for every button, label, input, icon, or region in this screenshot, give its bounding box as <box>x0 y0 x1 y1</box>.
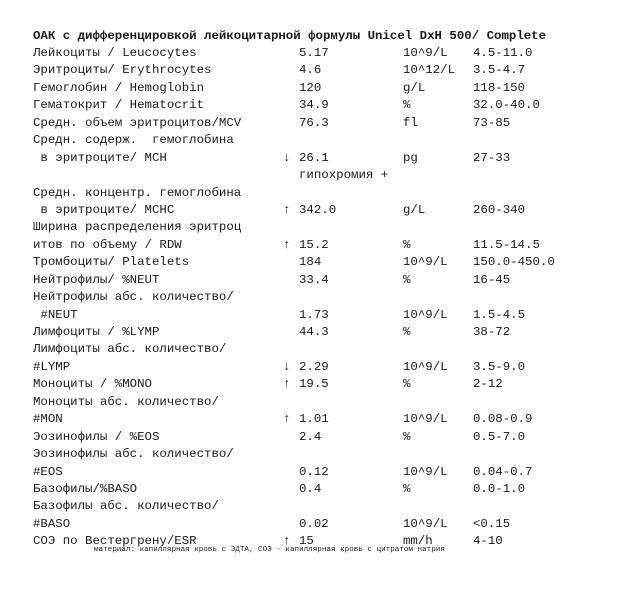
test-name: Эозинофилы абс. количество/ <box>33 447 234 462</box>
reference-range: 0.5-7.0 <box>473 429 526 444</box>
result-unit: g/L <box>403 80 426 95</box>
deviation-flag: ↑ <box>283 202 291 217</box>
result-row <box>33 394 629 411</box>
reference-range: 4.5-11.0 <box>473 46 533 60</box>
result-unit: 10^9/L <box>403 516 448 531</box>
sample-material-note: материал: капиллярная кровь с ЭДТА, СОЭ - капиллярная кровь с цитратом натрия <box>94 546 445 554</box>
result-value: 4.6 <box>299 63 322 78</box>
test-name: Нейтрофилы абс. количество/ <box>33 290 234 305</box>
reference-range: 0.04-0.7 <box>473 464 533 479</box>
result-row <box>33 167 629 184</box>
result-unit: pg <box>403 150 418 165</box>
test-name: итов по объему / RDW <box>33 237 182 252</box>
result-row <box>33 446 629 463</box>
reference-range: 4-10 <box>473 534 503 549</box>
result-value: 120 <box>299 80 322 95</box>
result-value: 2.29 <box>299 359 329 374</box>
test-name: Гематокрит / Hematocrit <box>33 98 205 113</box>
result-unit: mm/h <box>403 534 433 549</box>
result-unit: % <box>403 481 411 496</box>
result-unit: 10^9/L <box>403 307 448 322</box>
result-value: 19.5 <box>299 377 329 392</box>
result-row <box>33 115 629 132</box>
result-value: 0.02 <box>299 516 329 531</box>
result-row <box>33 481 629 498</box>
test-name: #NEUT <box>33 307 78 322</box>
test-name: Базофилы/%BASO <box>33 481 138 496</box>
test-name: #EOS <box>33 464 63 479</box>
test-name: Лимфоциты абс. количество/ <box>33 342 227 357</box>
result-unit: 10^9/L <box>403 412 448 427</box>
test-name: Лейкоциты / Leucocytes <box>33 46 197 60</box>
result-unit: % <box>403 377 411 392</box>
reference-range: 0.08-0.9 <box>473 412 533 427</box>
deviation-flag: ↑ <box>283 412 291 427</box>
reference-range: 73-85 <box>473 115 511 130</box>
result-row <box>33 376 629 393</box>
result-value: 5.17 <box>299 46 329 60</box>
result-value: 15 <box>299 534 314 549</box>
result-value: 33.4 <box>299 272 329 287</box>
test-name: #BASO <box>33 516 71 531</box>
result-row <box>33 498 629 515</box>
results-table <box>33 45 629 551</box>
reference-range: 260-340 <box>473 202 526 217</box>
result-unit: % <box>403 429 411 444</box>
test-name: Средн. концентр. гемоглобина <box>33 185 242 200</box>
result-row <box>33 132 629 149</box>
result-unit: fl <box>403 115 418 130</box>
result-row <box>33 219 629 236</box>
result-unit: 10^9/L <box>403 46 448 60</box>
deviation-flag: ↑ <box>283 377 291 392</box>
reference-range: 32.0-40.0 <box>473 98 540 113</box>
deviation-flag: ↑ <box>283 237 291 252</box>
reference-range: 11.5-14.5 <box>473 237 540 252</box>
result-unit: 10^9/L <box>403 359 448 374</box>
reference-range: 16-45 <box>473 272 511 287</box>
result-row <box>33 307 629 324</box>
result-row <box>33 359 629 376</box>
test-name: СОЭ по Вестергрену/ESR <box>33 534 197 549</box>
result-unit: % <box>403 272 411 287</box>
result-unit: % <box>403 325 411 339</box>
deviation-flag: ↓ <box>283 150 291 165</box>
result-unit: 10^9/L <box>403 255 448 270</box>
reference-range: 1.5-4.5 <box>473 307 526 322</box>
report-title: ОАК с дифференцировкой лейкоцитарной формулы Unicel DxH 500/ Complete <box>33 29 547 43</box>
result-value: 0.4 <box>299 481 322 496</box>
result-row <box>33 185 629 202</box>
deviation-flag: ↑ <box>283 534 291 549</box>
result-row <box>33 150 629 167</box>
result-row <box>33 464 629 481</box>
result-value: 0.12 <box>299 464 329 479</box>
test-name: Ширина распределения эритроц <box>33 220 242 235</box>
result-row <box>33 254 629 271</box>
result-unit: % <box>403 237 411 252</box>
test-name: Средн. содерж. гемоглобина <box>33 133 234 148</box>
result-value: 2.4 <box>299 429 322 444</box>
result-value: 184 <box>299 255 322 270</box>
test-name: Эозинофилы / %EOS <box>33 429 160 444</box>
result-row <box>33 62 629 79</box>
result-value: 76.3 <box>299 115 329 130</box>
result-row <box>33 341 629 358</box>
test-name: в эритроците/ MCHC <box>33 202 175 217</box>
reference-range: 38-72 <box>473 325 511 339</box>
reference-range: 3.5-4.7 <box>473 63 526 78</box>
test-name: #MON <box>33 412 63 427</box>
result-value: 44.3 <box>299 325 329 339</box>
test-name: Гемоглобин / Hemoglobin <box>33 80 205 95</box>
result-row <box>33 237 629 254</box>
test-name: Нейтрофилы/ %NEUT <box>33 272 160 287</box>
result-value: 15.2 <box>299 237 329 252</box>
result-row <box>33 80 629 97</box>
result-row <box>33 411 629 428</box>
test-name: Лимфоциты / %LYMP <box>33 325 160 339</box>
result-row <box>33 97 629 114</box>
lab-report <box>33 28 629 551</box>
result-unit: 10^9/L <box>403 464 448 479</box>
result-value: 1.01 <box>299 412 329 427</box>
test-name: Моноциты абс. количество/ <box>33 394 219 409</box>
reference-range: 3.5-9.0 <box>473 359 526 374</box>
reference-range: 27-33 <box>473 150 511 165</box>
result-row <box>33 272 629 289</box>
test-name: Тромбоциты/ Platelets <box>33 255 190 270</box>
test-name: Базофилы абс. количество/ <box>33 499 219 514</box>
test-name: #LYMP <box>33 359 71 374</box>
test-name: в эритроците/ MCH <box>33 150 167 165</box>
test-name: Моноциты / %MONO <box>33 377 152 392</box>
result-row <box>33 45 629 62</box>
deviation-flag: ↓ <box>283 359 291 374</box>
result-row <box>33 429 629 446</box>
reference-range: 2-12 <box>473 377 503 392</box>
result-row <box>33 516 629 533</box>
result-value: 34.9 <box>299 98 329 113</box>
reference-range: 150.0-450.0 <box>473 255 555 270</box>
test-name: Эритроциты/ Erythrocytes <box>33 63 212 78</box>
result-value: 26.1 <box>299 150 329 165</box>
result-row <box>33 324 629 341</box>
result-unit: % <box>403 98 411 113</box>
result-value: 1.73 <box>299 307 329 322</box>
result-unit: g/L <box>403 202 426 217</box>
result-value: гипохромия + <box>299 168 389 183</box>
result-unit: 10^12/L <box>403 63 456 78</box>
reference-range: 118-150 <box>473 80 526 95</box>
result-row <box>33 202 629 219</box>
reference-range: 0.0-1.0 <box>473 481 526 496</box>
result-value: 342.0 <box>299 202 337 217</box>
result-row <box>33 289 629 306</box>
test-name: Средн. объем эритроцитов/MCV <box>33 115 242 130</box>
reference-range: <0.15 <box>473 516 511 531</box>
